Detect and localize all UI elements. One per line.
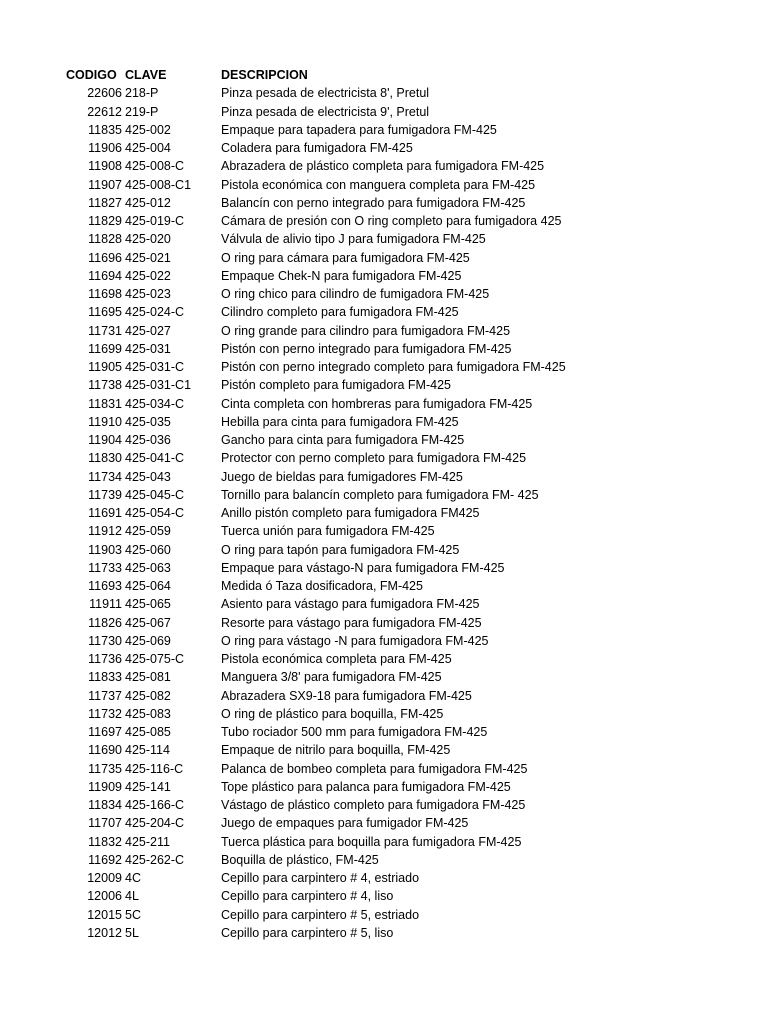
table-row	[0, 84, 768, 102]
cell-clave: 425-008-C	[125, 159, 185, 174]
table-row	[0, 285, 768, 303]
cell-clave: 425-041-C	[125, 451, 185, 466]
cell-codigo: 11911	[89, 597, 122, 612]
header-descripcion: DESCRIPCION	[221, 68, 308, 82]
cell-descripcion: Vástago de plástico completo para fumigadora FM-425	[221, 798, 526, 812]
cell-clave: 5C	[125, 907, 141, 922]
cell-codigo: 11733	[88, 560, 122, 575]
cell-clave: 425-012	[125, 195, 171, 210]
cell-clave: 425-064	[125, 579, 171, 593]
table-row	[0, 723, 768, 741]
cell-codigo: 11909	[88, 779, 122, 794]
table-row	[0, 705, 768, 723]
cell-codigo: 11828	[88, 232, 122, 247]
table-row	[0, 778, 768, 796]
cell-descripcion: Cepillo para carpintero # 5, liso	[221, 925, 394, 940]
table-row	[0, 796, 768, 814]
table-row	[0, 741, 768, 759]
cell-descripcion: Tuerca unión para fumigadora FM-425	[221, 524, 435, 539]
cell-clave: 425-024-C	[125, 305, 185, 320]
cell-descripcion: Juego de bieldas para fumigadores FM-425	[221, 469, 463, 484]
cell-descripcion: Juego de empaques para fumigador FM-425	[221, 816, 469, 831]
table-row	[0, 687, 768, 705]
cell-codigo: 11735	[88, 761, 122, 776]
cell-clave: 5L	[125, 925, 139, 940]
cell-clave: 425-116-C	[125, 761, 184, 776]
table-row	[0, 303, 768, 321]
cell-codigo: 11908	[88, 159, 122, 174]
cell-codigo: 11731	[88, 323, 122, 338]
cell-clave: 425-035	[125, 414, 171, 429]
cell-codigo: 11912	[88, 524, 122, 539]
cell-codigo: 11738	[88, 378, 122, 393]
cell-codigo: 11693	[88, 579, 122, 593]
cell-descripcion: Tubo rociador 500 mm para fumigadora FM-425	[221, 725, 488, 739]
cell-clave: 425-262-C	[125, 852, 185, 867]
cell-clave: 425-059	[125, 524, 171, 539]
cell-codigo: 11834	[88, 798, 122, 812]
cell-descripcion: Pistola económica con manguera completa para FM-425	[221, 177, 536, 192]
cell-descripcion: Cepillo para carpintero # 5, estriado	[221, 907, 420, 922]
cell-descripcion: Pistón completo para fumigadora FM-425	[221, 378, 451, 393]
cell-descripcion: Empaque para vástago-N para fumigadora FM-425	[221, 560, 505, 575]
cell-clave: 425-019-C	[125, 214, 185, 228]
cell-clave: 425-002	[125, 122, 171, 137]
cell-clave: 425-023	[125, 287, 171, 301]
cell-codigo: 11903	[88, 542, 122, 557]
cell-clave: 425-085	[125, 725, 171, 739]
cell-clave: 425-204-C	[125, 816, 185, 831]
cell-codigo: 22606	[87, 86, 122, 101]
table-row	[0, 395, 768, 413]
table-row	[0, 650, 768, 668]
cell-codigo: 12012	[87, 925, 122, 940]
cell-clave: 425-031	[125, 341, 171, 356]
cell-descripcion: O ring de plástico para boquilla, FM-425	[221, 706, 444, 721]
cell-codigo: 11732	[88, 706, 122, 721]
cell-descripcion: Manguera 3/8' para fumigadora FM-425	[221, 670, 442, 685]
cell-descripcion: Pinza pesada de electricista 8', Pretul	[221, 86, 430, 101]
table-row	[0, 449, 768, 467]
cell-codigo: 22612	[87, 104, 122, 119]
cell-clave: 425-036	[125, 433, 171, 447]
cell-clave: 425-060	[125, 542, 171, 557]
cell-descripcion: Abrazadera de plástico completa para fumigadora FM-425	[221, 159, 545, 174]
table-row	[0, 376, 768, 394]
table-row	[0, 358, 768, 376]
table-row	[0, 522, 768, 540]
cell-codigo: 11734	[88, 469, 122, 484]
cell-descripcion: Pinza pesada de electricista 9', Pretul	[221, 104, 430, 119]
cell-clave: 425-166-C	[125, 798, 185, 812]
table-row	[0, 103, 768, 121]
cell-clave: 425-027	[125, 323, 171, 338]
cell-clave: 4C	[125, 871, 141, 885]
cell-codigo: 11699	[88, 341, 122, 356]
table-row	[0, 504, 768, 522]
table-row	[0, 267, 768, 285]
cell-descripcion: Balancín con perno integrado para fumigadora FM-425	[221, 195, 526, 210]
table-row	[0, 869, 768, 887]
cell-descripcion: Tope plástico para palanca para fumigadora FM-425	[221, 779, 511, 794]
table-row	[0, 194, 768, 212]
cell-clave: 425-082	[125, 688, 171, 703]
cell-descripcion: Pistón con perno integrado completo para fumigadora FM-425	[221, 360, 566, 374]
table-body	[0, 84, 768, 942]
cell-descripcion: Pistón con perno integrado para fumigadora FM-425	[221, 341, 512, 356]
cell-descripcion: Empaque para tapadera para fumigadora FM-425	[221, 122, 497, 137]
cell-codigo: 12006	[87, 889, 122, 904]
cell-codigo: 11739	[88, 487, 122, 502]
cell-descripcion: Válvula de alivio tipo J para fumigadora FM-425	[221, 232, 486, 247]
table-row	[0, 760, 768, 778]
cell-clave: 425-031-C	[125, 360, 185, 374]
cell-descripcion: O ring para tapón para fumigadora FM-425	[221, 542, 460, 557]
cell-descripcion: Protector con perno completo para fumigadora FM-425	[221, 451, 527, 466]
cell-clave: 425-034-C	[125, 396, 185, 411]
table-row	[0, 851, 768, 869]
table-row	[0, 431, 768, 449]
table-row	[0, 577, 768, 595]
cell-clave: 425-022	[125, 268, 171, 283]
cell-descripcion: Resorte para vástago para fumigadora FM-425	[221, 615, 482, 630]
table-row	[0, 924, 768, 942]
table-row	[0, 413, 768, 431]
cell-descripcion: Cepillo para carpintero # 4, estriado	[221, 871, 420, 885]
cell-codigo: 11827	[88, 195, 122, 210]
table-row	[0, 632, 768, 650]
cell-clave: 425-083	[125, 706, 171, 721]
table-row	[0, 486, 768, 504]
table-row	[0, 230, 768, 248]
cell-clave: 425-075-C	[125, 652, 185, 666]
cell-descripcion: Tuerca plástica para boquilla para fumigadora FM-425	[221, 834, 522, 849]
cell-codigo: 11826	[88, 615, 122, 630]
cell-descripcion: Empaque Chek-N para fumigadora FM-425	[221, 268, 462, 283]
cell-descripcion: Hebilla para cinta para fumigadora FM-425	[221, 414, 459, 429]
cell-clave: 218-P	[125, 86, 159, 101]
table-row	[0, 906, 768, 924]
table-row	[0, 541, 768, 559]
cell-clave: 4L	[125, 889, 139, 904]
cell-descripcion: Abrazadera SX9-18 para fumigadora FM-425	[221, 688, 472, 703]
cell-codigo: 11830	[88, 451, 122, 466]
cell-descripcion: Pistola económica completa para FM-425	[221, 652, 452, 666]
cell-clave: 425-069	[125, 633, 171, 648]
cell-descripcion: O ring para cámara para fumigadora FM-425	[221, 250, 470, 265]
cell-codigo: 11691	[88, 506, 122, 520]
table-row	[0, 322, 768, 340]
cell-codigo: 11696	[88, 250, 122, 265]
cell-descripcion: Asiento para vástago para fumigadora FM-425	[221, 597, 480, 612]
table-row	[0, 814, 768, 832]
cell-codigo: 11692	[88, 852, 122, 867]
table-row	[0, 249, 768, 267]
cell-descripcion: Tornillo para balancín completo para fumigadora FM- 425	[221, 487, 539, 502]
cell-codigo: 12015	[87, 907, 122, 922]
table-row	[0, 157, 768, 175]
table-row	[0, 176, 768, 194]
cell-clave: 425-021	[125, 250, 171, 265]
cell-clave: 425-004	[125, 141, 171, 155]
cell-descripcion: Anillo pistón completo para fumigadora FM425	[221, 506, 480, 520]
table-row	[0, 614, 768, 632]
cell-descripcion: Boquilla de plástico, FM-425	[221, 852, 379, 867]
cell-codigo: 11707	[88, 816, 122, 831]
cell-descripcion: Gancho para cinta para fumigadora FM-425	[221, 433, 465, 447]
cell-codigo: 11694	[88, 268, 122, 283]
cell-codigo: 11695	[88, 305, 122, 320]
cell-codigo: 11831	[88, 396, 122, 411]
cell-codigo: 11697	[88, 725, 122, 739]
cell-codigo: 11905	[88, 360, 122, 374]
cell-codigo: 11833	[88, 670, 122, 685]
table-row	[0, 212, 768, 230]
cell-codigo: 11690	[88, 743, 122, 758]
cell-descripcion: Cepillo para carpintero # 4, liso	[221, 889, 394, 904]
table-row	[0, 559, 768, 577]
header-row	[0, 66, 768, 84]
cell-clave: 425-045-C	[125, 487, 185, 502]
cell-descripcion: Cinta completa con hombreras para fumigadora FM-425	[221, 396, 533, 411]
cell-clave: 425-063	[125, 560, 171, 575]
table-row	[0, 468, 768, 486]
table-row	[0, 595, 768, 613]
cell-clave: 425-067	[125, 615, 171, 630]
cell-descripcion: Cámara de presión con O ring completo para fumigadora 425	[221, 214, 562, 228]
cell-codigo: 12009	[87, 871, 122, 885]
product-list-sheet	[0, 66, 768, 942]
table-row	[0, 887, 768, 905]
cell-clave: 425-008-C1	[125, 177, 192, 192]
table-row	[0, 668, 768, 686]
cell-clave: 425-043	[125, 469, 171, 484]
cell-descripcion: Coladera para fumigadora FM-425	[221, 141, 413, 155]
cell-codigo: 11835	[88, 122, 122, 137]
cell-descripcion: Cilindro completo para fumigadora FM-425	[221, 305, 459, 320]
table-row	[0, 139, 768, 157]
cell-descripcion: Palanca de bombeo completa para fumigadora FM-425	[221, 761, 528, 776]
cell-codigo: 11910	[88, 414, 122, 429]
cell-descripcion: O ring para vástago -N para fumigadora FM-425	[221, 633, 489, 648]
header-clave: CLAVE	[125, 68, 167, 82]
cell-codigo: 11737	[88, 688, 122, 703]
cell-clave: 425-031-C1	[125, 378, 192, 393]
cell-clave: 219-P	[125, 104, 159, 119]
table-row	[0, 121, 768, 139]
cell-codigo: 11730	[88, 633, 122, 648]
table-row	[0, 340, 768, 358]
cell-clave: 425-065	[125, 597, 171, 612]
cell-codigo: 11906	[88, 141, 122, 155]
cell-clave: 425-211	[125, 834, 170, 849]
cell-descripcion: Empaque de nitrilo para boquilla, FM-425	[221, 743, 451, 758]
cell-clave: 425-141	[125, 779, 171, 794]
table-row	[0, 833, 768, 851]
cell-clave: 425-114	[125, 743, 170, 758]
cell-descripcion: O ring chico para cilindro de fumigadora FM-425	[221, 287, 490, 301]
cell-codigo: 11904	[88, 433, 122, 447]
cell-clave: 425-020	[125, 232, 171, 247]
cell-clave: 425-081	[125, 670, 171, 685]
cell-descripcion: O ring grande para cilindro para fumigadora FM-425	[221, 323, 511, 338]
cell-descripcion: Medida ó Taza dosificadora, FM-425	[221, 579, 423, 593]
header-codigo: CODIGO	[66, 68, 117, 82]
cell-codigo: 11907	[88, 177, 122, 192]
cell-clave: 425-054-C	[125, 506, 185, 520]
cell-codigo: 11832	[88, 834, 122, 849]
cell-codigo: 11736	[88, 652, 122, 666]
cell-codigo: 11829	[88, 214, 122, 228]
cell-codigo: 11698	[88, 287, 122, 301]
